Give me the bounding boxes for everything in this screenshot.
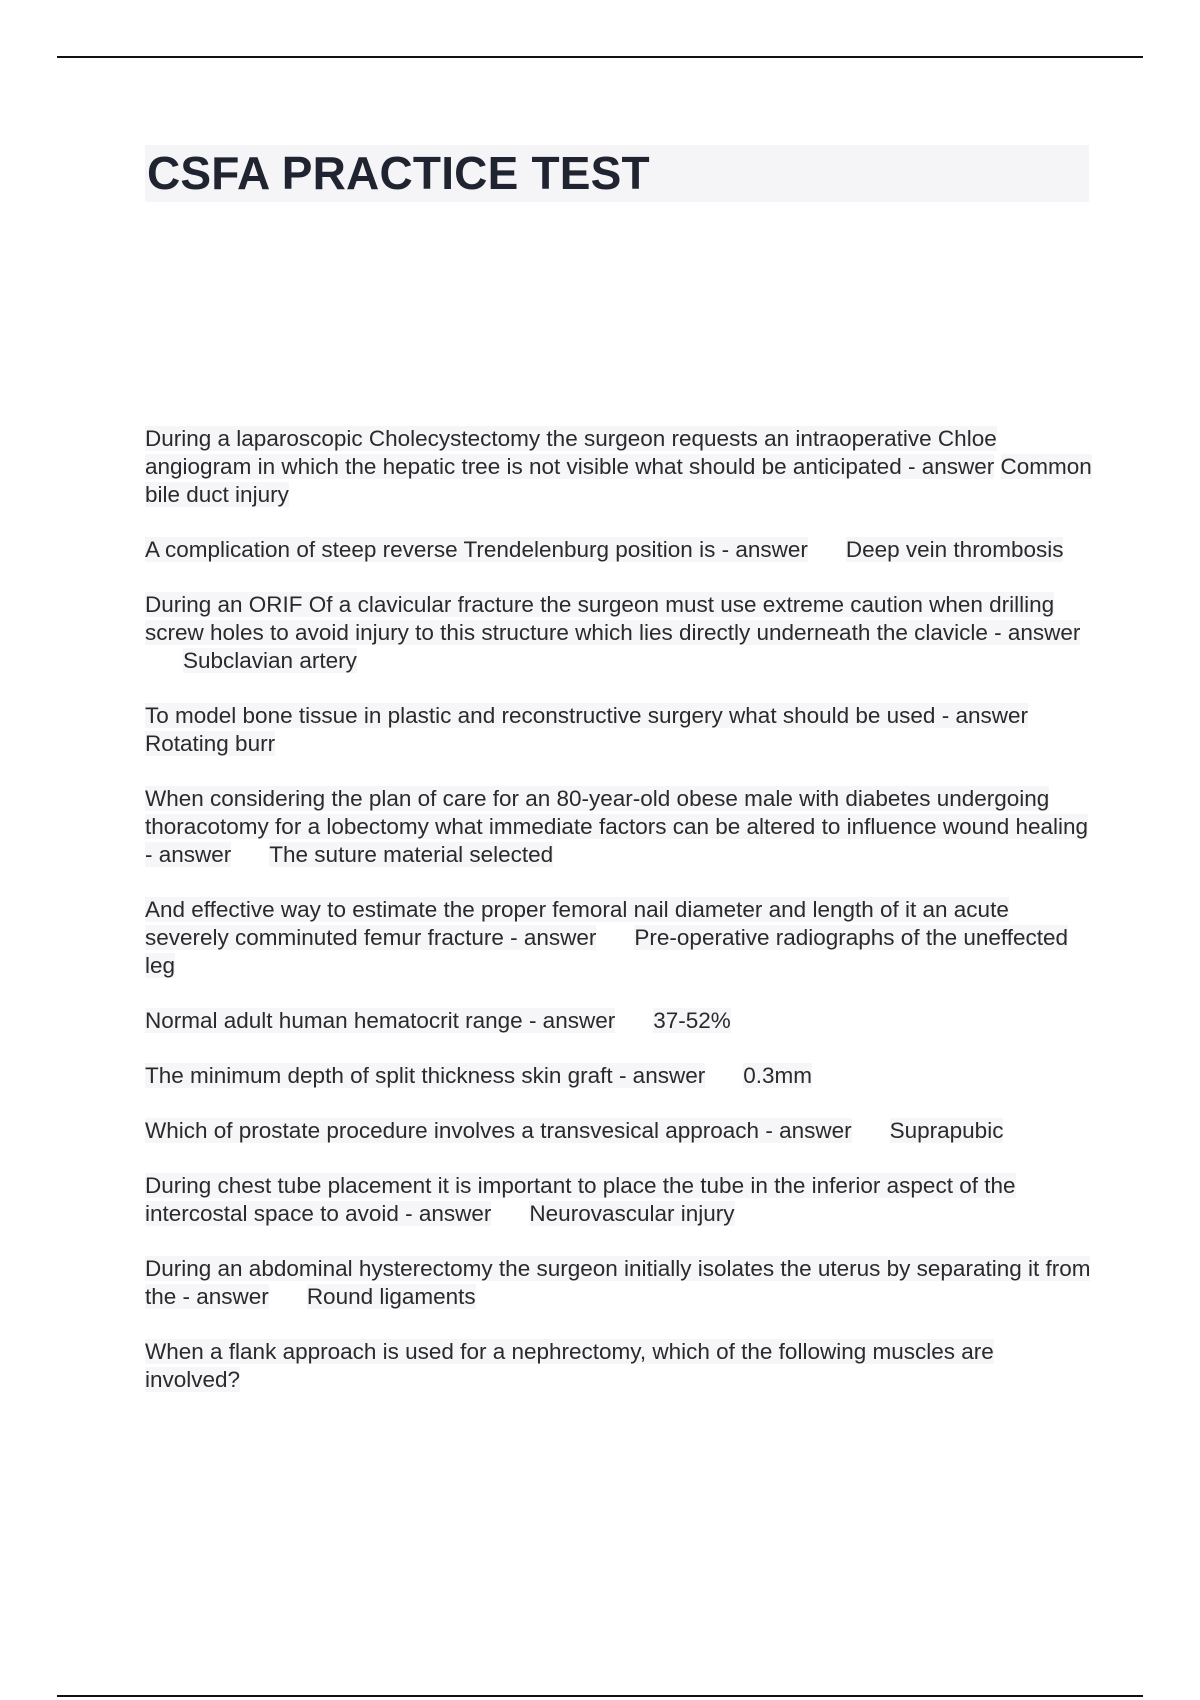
page-title: CSFA PRACTICE TEST: [147, 147, 650, 199]
bottom-rule: [57, 1695, 1143, 1697]
answer-text: 37-52%: [653, 1008, 731, 1033]
qa-item: [145, 1172, 1095, 1228]
question-text: During an abdominal hysterectomy the surgeon initially isolates the uterus by separating it from the - answer: [145, 1256, 1091, 1309]
answer-text: Deep vein thrombosis: [845, 537, 1064, 562]
answer-text: Round ligaments: [306, 1284, 476, 1309]
qa-item: [145, 702, 1095, 758]
qa-item: [145, 1062, 1095, 1090]
answer-text: 0.3mm: [743, 1063, 812, 1088]
qa-item: [145, 1007, 1095, 1035]
question-text: The minimum depth of split thickness skin graft - answer: [145, 1063, 706, 1088]
question-text: When considering the plan of care for an 80-year-old obese male with diabetes undergoing thoracotomy for a lobectomy what immediate factors can be altered to influence wound healing - answer: [145, 786, 1089, 867]
qa-list: [145, 425, 1095, 1421]
qa-item: [145, 1338, 1095, 1394]
question-text: When a flank approach is used for a nephrectomy, which of the following muscles are involved?: [145, 1339, 994, 1392]
qa-item: [145, 591, 1095, 675]
question-text: To model bone tissue in plastic and reconstructive surgery what should be used - answer: [145, 703, 1028, 728]
qa-item: [145, 1255, 1095, 1311]
answer-text: Neurovascular injury: [529, 1201, 735, 1226]
question-text: A complication of steep reverse Trendelenburg position is - answer: [145, 537, 808, 562]
question-text: Which of prostate procedure involves a transvesical approach - answer: [145, 1118, 852, 1143]
answer-text: Common bile duct injury: [145, 454, 1092, 507]
answer-text: Suprapubic: [889, 1118, 1004, 1143]
qa-item: [145, 785, 1095, 869]
question-text: And effective way to estimate the proper femoral nail diameter and length of it an acute severely comminuted femur fracture - answer: [145, 897, 1009, 950]
question-text: During chest tube placement it is important to place the tube in the inferior aspect of the intercostal space to avoid - answer: [145, 1173, 1016, 1226]
question-text: During a laparoscopic Cholecystectomy the surgeon requests an intraoperative Chloe angiogram in which the hepatic tree is not visible what should be anticipated - answer: [145, 426, 997, 479]
question-text: During an ORIF Of a clavicular fracture the surgeon must use extreme caution when drilling screw holes to avoid injury to this structure which lies directly underneath the clavicle - answer: [145, 592, 1081, 645]
qa-item: [145, 1117, 1095, 1145]
title-block: [145, 145, 1089, 202]
qa-item: [145, 896, 1095, 980]
qa-item: [145, 536, 1095, 564]
answer-text: Subclavian artery: [183, 648, 357, 673]
answer-text: The suture material selected: [269, 842, 554, 867]
answer-text: Rotating burr: [145, 731, 276, 756]
question-text: Normal adult human hematocrit range - answer: [145, 1008, 616, 1033]
qa-item: [145, 425, 1095, 509]
answer-text: Pre-operative radiographs of the uneffected leg: [145, 925, 1069, 978]
top-rule: [57, 56, 1143, 58]
